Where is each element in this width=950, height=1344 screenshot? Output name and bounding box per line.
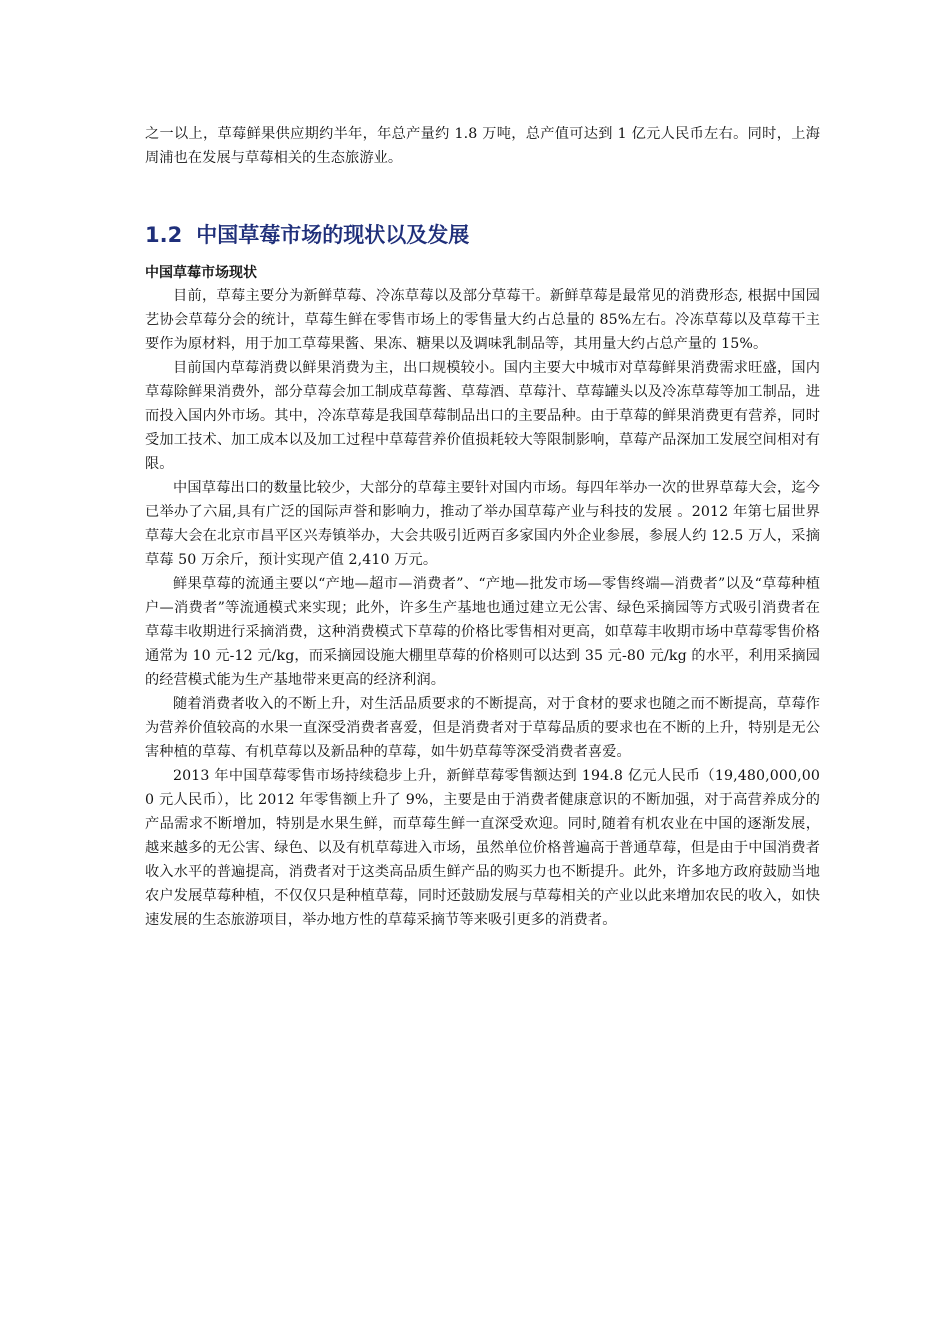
section-number: 1.2	[145, 223, 183, 247]
subheading: 中国草莓市场现状	[145, 265, 257, 281]
section-heading	[145, 220, 820, 250]
paragraph-export-and-congress: 中国草莓出口的数量比较少，大部分的草莓主要针对国内市场。每四年举办一次的世界草莓大会，迄今已举办了六届,具有广泛的国际声誉和影响力，推动了举办国草莓产业与科技的发展 。2012 年第七届世界草莓大会在北京市昌平区兴寿镇举办，大会共吸引近两百多家国内外企业参展，参展人约 12.5 万人，采摘草莓 50 万余斤，预计实现产值 2,410 万元。	[145, 480, 820, 568]
paragraph-product-types: 目前，草莓主要分为新鲜草莓、冷冻草莓以及部分草莓干。新鲜草莓是最常见的消费形态, 根据中国园艺协会草莓分会的统计，草莓生鲜在零售市场上的零售量大约占总量的 85%左右。冷冻草莓以及草莓干主要作为原材料，用于加工草莓果酱、果冻、糖果以及调味乳制品等，其用量大约占总产量的 15%。	[145, 288, 820, 352]
paragraph-distribution: 鲜果草莓的流通主要以“产地—超市—消费者”、“产地—批发市场—零售终端—消费者”以及“草莓种植户—消费者”等流通模式来实现；此外，许多生产基地也通过建立无公害、绿色采摘园等方式吸引消费者在草莓丰收期进行采摘消费，这种消费模式下草莓的价格比零售相对更高，如草莓丰收期市场中草莓零售价格通常为 10 元-12 元/kg，而采摘园设施大棚里草莓的价格则可以达到 35 元-80 元/kg 的水平，利用采摘园的经营模式能为生产基地带来更高的经济利润。	[145, 576, 820, 688]
section-title: 中国草莓市场的现状以及发展	[196, 223, 470, 247]
document-content	[145, 122, 820, 932]
intro-paragraph: 之一以上，草莓鲜果供应期约半年，年总产量约 1.8 万吨，总产值可达到 1 亿元人民币左右。同时，上海周浦也在发展与草莓相关的生态旅游业。	[145, 126, 820, 166]
paragraph-domestic-consumption: 目前国内草莓消费以鲜果消费为主，出口规模较小。国内主要大中城市对草莓鲜果消费需求旺盛，国内草莓除鲜果消费外，部分草莓会加工制成草莓酱、草莓酒、草莓汁、草莓罐头以及冷冻草莓等加工制品，进而投入国内外市场。其中，冷冻草莓是我国草莓制品出口的主要品种。由于草莓的鲜果消费更有营养，同时受加工技术、加工成本以及加工过程中草莓营养价值损耗较大等限制影响，草莓产品深加工发展空间相对有限。	[145, 360, 820, 472]
paragraph-retail-market-2013: 2013 年中国草莓零售市场持续稳步上升，新鲜草莓零售额达到 194.8 亿元人民币（19,480,000,000 元人民币），比 2012 年零售额上升了 9%，主要是由于消费者健康意识的不断加强，对于高营养成分的产品需求不断增加，特别是水果生鲜，而草莓生鲜一直深受欢迎。同时,随着有机农业在中国的逐渐发展，越来越多的无公害、绿色、以及有机草莓进入市场，虽然单位价格普遍高于普通草莓，但是由于中国消费者收入水平的普遍提高，消费者对于这类高品质生鲜产品的购买力也不断提升。此外，许多地方政府鼓励当地农户发展草莓种植，不仅仅只是种植草莓，同时还鼓励发展与草莓相关的产业以此来增加农民的收入，如快速发展的生态旅游项目，举办地方性的草莓采摘节等来吸引更多的消费者。	[145, 768, 820, 928]
paragraph-consumer-demand: 随着消费者收入的不断上升，对生活品质要求的不断提高，对于食材的要求也随之而不断提高，草莓作为营养价值较高的水果一直深受消费者喜爱，但是消费者对于草莓品质的要求也在不断的上升，特别是无公害种植的草莓、有机草莓以及新品种的草莓，如牛奶草莓等深受消费者喜爱。	[145, 696, 820, 760]
